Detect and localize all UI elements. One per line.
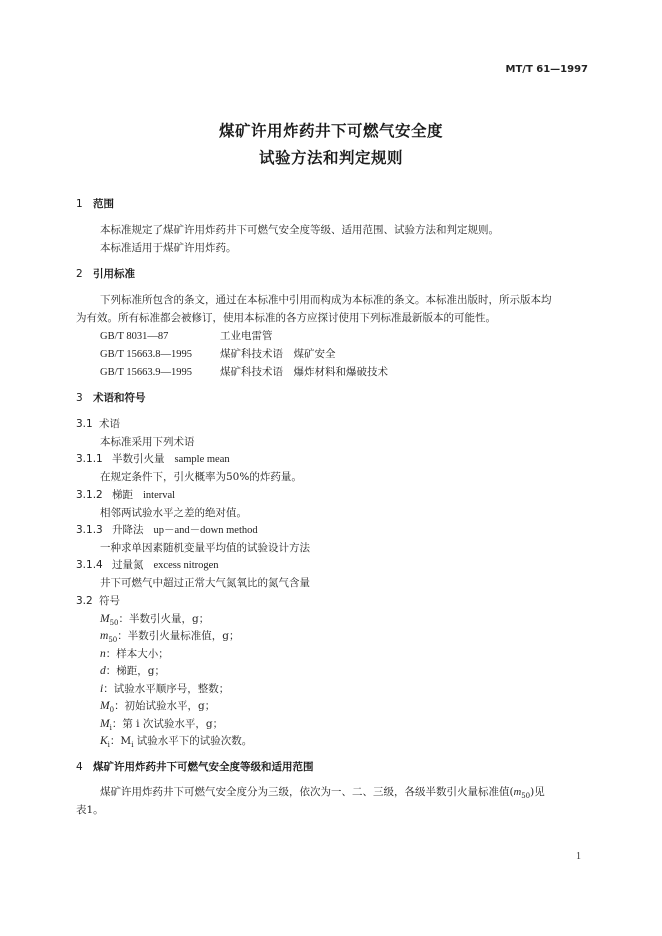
term-definition: 井下可燃气中超过正常大气氮氧比的氮气含量 xyxy=(100,577,310,589)
symbol-item: d：梯距，g； xyxy=(100,665,165,677)
section-title: 范围 xyxy=(93,198,114,210)
term-3-1-4: 3.1.4 过量氮 excess nitrogen xyxy=(76,559,219,571)
section-title: 引用标准 xyxy=(93,268,135,280)
reference-code: GB/T 15663.9—1995 xyxy=(100,367,192,378)
term-3-1-2: 3.1.2 梯距 interval xyxy=(76,489,176,501)
standard-code: MT/T 61—1997 xyxy=(505,64,588,75)
doc-title-line2: 试验方法和判定规则 xyxy=(258,149,403,167)
subsection-3-1: 3.1 术语 xyxy=(76,418,120,430)
section-1-heading xyxy=(76,196,114,211)
section-number: 1 xyxy=(76,198,83,210)
section-number: 2 xyxy=(76,268,83,280)
term-definition: 一种求单因素随机变量平均值的试验设计方法 xyxy=(100,542,310,554)
section-4-heading xyxy=(76,759,314,774)
paragraph: 下列标准所包含的条文，通过在本标准中引用而构成为本标准的条文。本标准出版时，所示版本均 xyxy=(100,294,552,306)
section-3-heading xyxy=(76,390,146,405)
section-number: 4 xyxy=(76,761,83,773)
symbol-item: n：样本大小； xyxy=(100,648,169,660)
doc-title-line1: 煤矿许用炸药井下可燃气安全度 xyxy=(218,122,443,140)
paragraph: 本标准采用下列术语 xyxy=(100,436,195,448)
page-number: 1 xyxy=(576,851,581,862)
term-definition: 在规定条件下，引火概率为50%的炸药量。 xyxy=(100,471,302,483)
reference-item xyxy=(100,346,336,361)
reference-name: 煤矿科技术语 爆炸材料和爆破技术 xyxy=(220,366,388,378)
symbol-item: $M_i$：第 i 次试验水平，g； xyxy=(100,718,224,733)
reference-item xyxy=(100,328,273,343)
reference-item xyxy=(100,364,388,379)
section-title: 术语和符号 xyxy=(93,392,146,404)
paragraph: 本标准适用于煤矿许用炸药。 xyxy=(100,242,237,254)
section-title: 煤矿许用炸药井下可燃气安全度等级和适用范围 xyxy=(93,761,314,773)
symbol-item: i：试验水平顺序号，整数； xyxy=(100,683,230,695)
term-3-1-1: 3.1.1 半数引火量 sample mean xyxy=(76,453,230,465)
reference-code: GB/T 8031—87 xyxy=(100,331,169,342)
paragraph-cont: 表1。 xyxy=(76,804,104,816)
term-3-1-3: 3.1.3 升降法 up－and－down method xyxy=(76,524,258,536)
reference-code: GB/T 15663.8—1995 xyxy=(100,349,192,360)
section-number: 3 xyxy=(76,392,83,404)
symbol-item: $M_{50}$：半数引火量，g； xyxy=(100,613,210,628)
term-definition: 相邻两试验水平之差的绝对值。 xyxy=(100,507,247,519)
subsection-3-2: 3.2 符号 xyxy=(76,595,120,607)
section-2-heading xyxy=(76,266,135,281)
symbol-item: $M_0$：初始试验水平，g； xyxy=(100,700,216,715)
reference-name: 工业电雷管 xyxy=(220,330,273,342)
paragraph-cont: 为有效。所有标准都会被修订，使用本标准的各方应探讨使用下列标准最新版本的可能性。 xyxy=(76,312,496,324)
paragraph: 煤矿许用炸药井下可燃气安全度分为三级，依次为一、二、三级，各级半数引火量标准值$(m_{50})$见 xyxy=(100,786,545,801)
paragraph: 本标准规定了煤矿许用炸药井下可燃气安全度等级、适用范围、试验方法和判定规则。 xyxy=(100,224,499,236)
symbol-item: $m_{50}$：半数引火量标准值，g； xyxy=(100,630,240,645)
symbol-item: $K_i$：$M_i$ 试验水平下的试验次数。 xyxy=(100,735,253,750)
reference-name: 煤矿科技术语 煤矿安全 xyxy=(220,348,336,360)
